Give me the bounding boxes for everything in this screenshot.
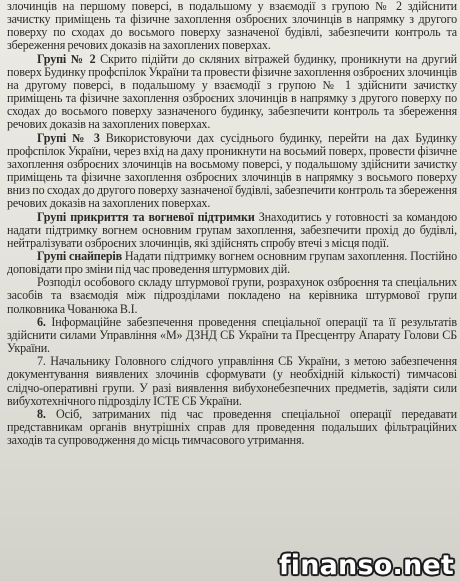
paragraph-sniper-group <box>7 250 457 276</box>
paragraph-lead: Групі № 3 <box>37 130 100 145</box>
paragraph-group-2 <box>7 53 457 132</box>
paragraph-lead: Групі № 2 <box>37 51 96 66</box>
paragraph-lead: 6. <box>37 314 46 329</box>
paragraph-item-6 <box>7 316 457 355</box>
paragraph-lead: Групі снайперів <box>37 248 122 263</box>
paragraph-text: Інформаційне забезпечення проведення спеціальної операції та її результатів здійснити силами Управління «М» ДЗНД СБ України та Пресцентру Апарату Голови СБ України. <box>7 314 457 356</box>
paragraph-group-3 <box>7 132 457 211</box>
paragraph-lead: 8. <box>37 406 46 421</box>
paragraph-item-7: 7. Начальнику Головного слідчого управління СБ України, з метою забезпечення документування виявлених злочинів сформувати (у необхідній кількості) тимчасові слідчо-оперативні групи. У разі виявлення вибухонебезпечних предметів, задіяти сили вибухотехнічного підрозділу ІСТЕ СБ України. <box>7 354 457 408</box>
paragraph-group-1-continuation: злочинців на першому поверсі, в подальшому у взаємодії з групою № 2 здійснити зачистку приміщень та фізичне захоплення озброєних злочинців в напрямку з другого поверху по сходах до восьмого поверху зазначеної будівлі, забезпечити контроль та збереження речових доказів на захоплених поверхах. <box>7 0 457 53</box>
paragraph-personnel-distribution: Розподіл особового складу штурмової групи, розрахунок озброєння та спеціальних засобів та взаємодія між підрозділами покладено на керівника штурмової групи полковника Чованюка В.І. <box>7 275 457 316</box>
paragraph-text: Скрито підійти до скляних вітражей будинку, проникнути на другий поверх Будинку профспілок України та провести фізичне захоплення озброєних злочинців на другому поверсі, в подальшому у взаємодії з групою № 1 здійснити зачистку приміщень та фізичне захоплення озброєних злочинців в напрямку з другого поверху по сходах до восьмого поверху зазначеного будинку, забезпечити контроль та збереження речових доказів на захоплених поверхах. <box>7 51 457 132</box>
paragraph-lead: Групі прикриття та вогневої підтримки <box>37 209 255 224</box>
paragraph-text: Надати підтримку вогнем основним групам захоплення. Постійно доповідати про зміни під час проведення штурмових дій. <box>7 248 458 277</box>
paragraph-cover-group <box>7 211 457 250</box>
paragraph-text: Використовуючи дах сусіднього будинку, перейти на дах Будинку профспілок України, через вхід на даху проникнути на восьмий поверх, провести фізичне захоплення озброєних злочинців на восьмому поверсі, у подальшому здійснити зачистку приміщень та фізичне захоплення озброєних злочинців в напрямку з восьмого поверху вниз по сходах до другого поверху зазначеної будівлі, забезпечити контроль та збереження речових доказів на захоплених поверхах. <box>7 130 458 211</box>
site-watermark: finanso.net <box>278 550 454 581</box>
paragraph-item-8 <box>7 408 457 447</box>
paragraph-text: Знаходитись у готовності за командою надати підтримку вогнем основним групам захоплення, забезпечити прохід до будівлі, нейтралізувати озброєних злочинців, які здійснять спробу втечі з місця події. <box>7 209 457 250</box>
paragraph-text: Осіб, затриманих під час проведення спеціальної операції передавати представникам органів внутрішніх справ для проведення подальших фільтраційних заходів та супроводження до місць тимчасового утримання. <box>7 406 457 448</box>
